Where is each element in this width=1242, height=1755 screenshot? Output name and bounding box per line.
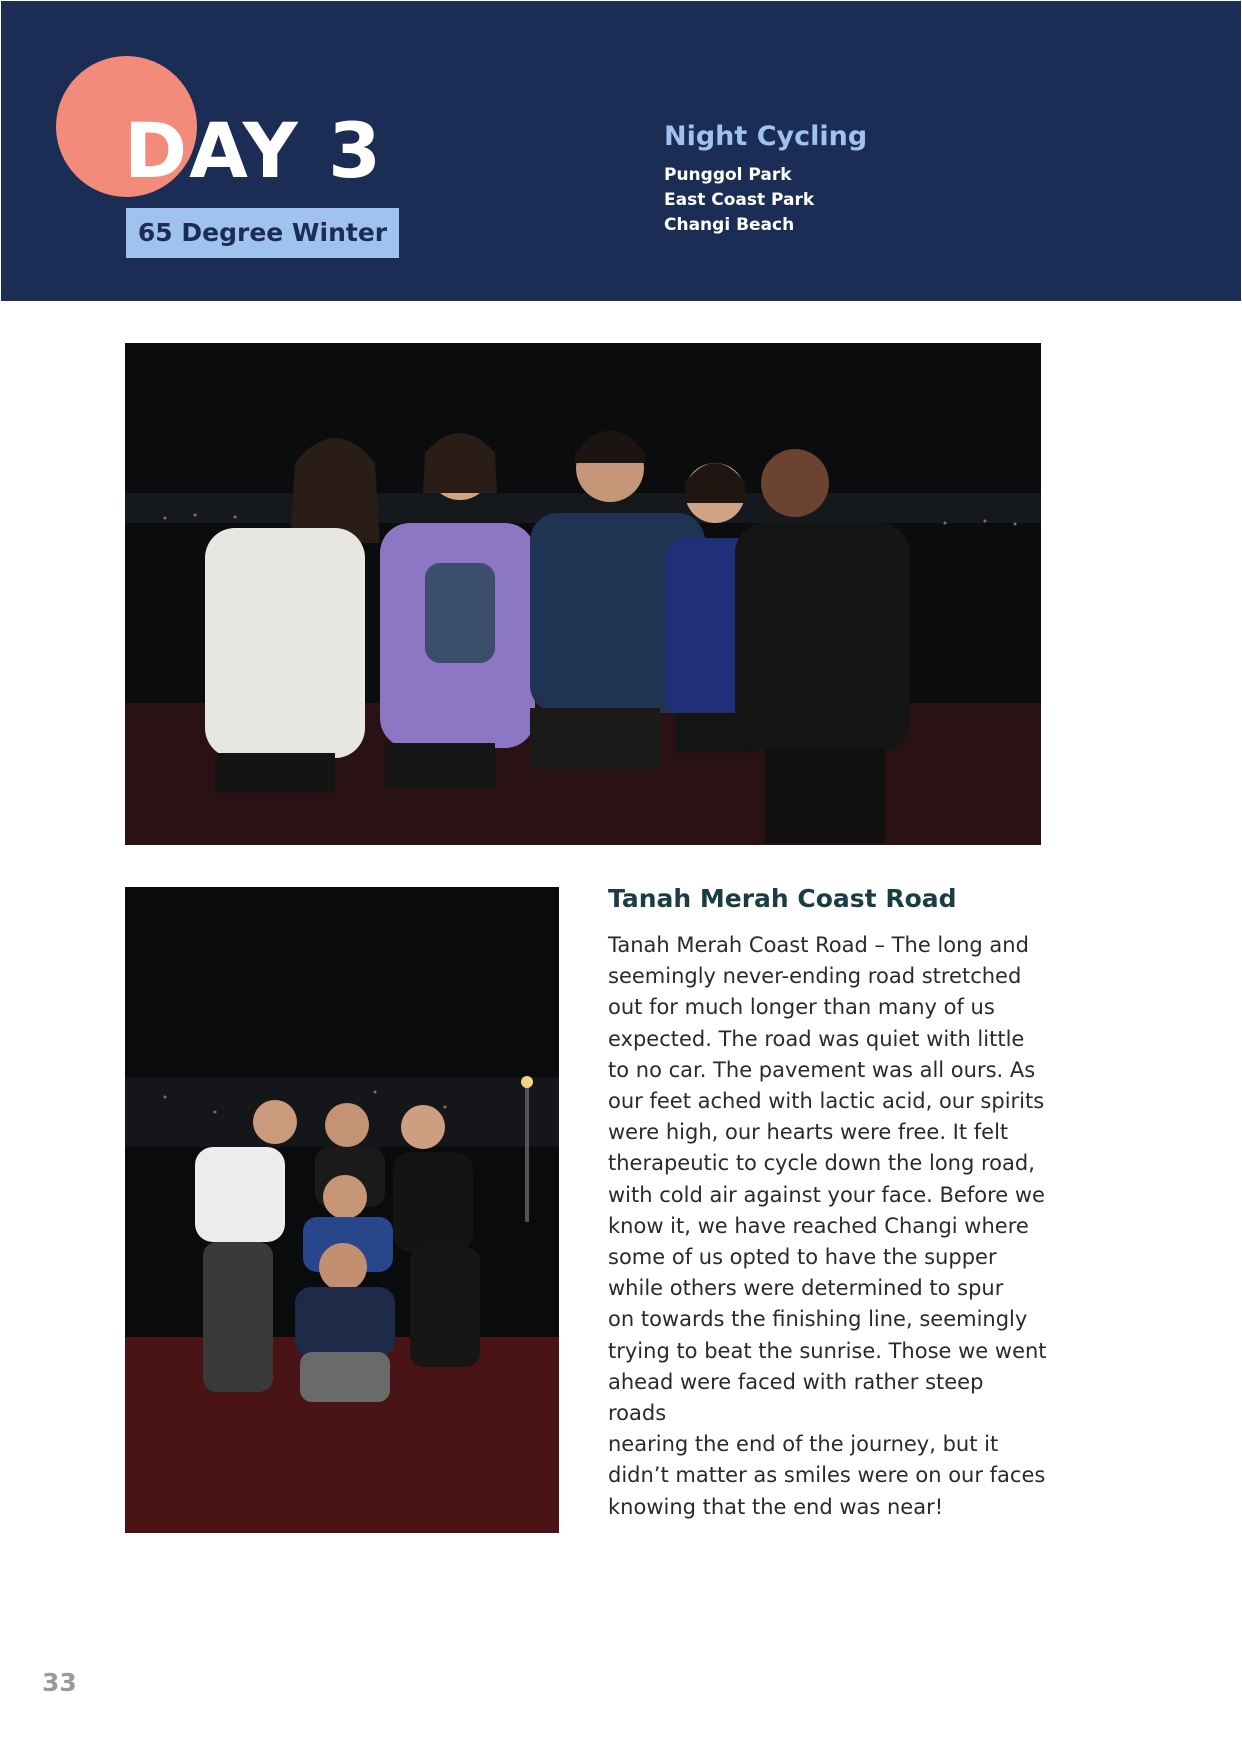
activity-title: Night Cycling [664, 121, 868, 152]
story-line: some of us opted to have the supper [608, 1245, 997, 1270]
story-line: nearing the end of the journey, but it [608, 1432, 999, 1457]
story-line: out for much longer than many of us [608, 995, 995, 1020]
header-banner [1, 1, 1241, 301]
story-line: trying to beat the sunrise. Those we went [608, 1338, 1047, 1363]
location-item: East Coast Park [664, 190, 815, 210]
location-item: Punggol Park [664, 165, 792, 185]
story-line: on towards the finishing line, seemingly [608, 1307, 1028, 1332]
story-line: to no car. The pavement was all ours. As [608, 1057, 1036, 1082]
story-line: expected. The road was quiet with little [608, 1026, 1025, 1051]
location-list [664, 163, 814, 238]
story-line: know it, we have reached Changi where [608, 1213, 1029, 1238]
group-photo-posing [125, 887, 559, 1533]
story-line: seemingly never-ending road stretched [608, 964, 1022, 989]
story-line: Tanah Merah Coast Road – The long and [608, 933, 1029, 957]
story-line: with cold air against your face. Before we [608, 1182, 1045, 1207]
story-title: Tanah Merah Coast Road [608, 884, 957, 913]
story-line: didn’t matter as smiles were on our faces [608, 1463, 1046, 1488]
story-body [608, 930, 1048, 1523]
story-line: therapeutic to cycle down the long road, [608, 1151, 1035, 1176]
theme-tag: 65 Degree Winter [126, 208, 399, 258]
group-photo-night [125, 343, 1041, 845]
location-item: Changi Beach [664, 215, 795, 235]
story-line: ahead were faced with rather steep roads [608, 1369, 984, 1426]
page-number: 33 [42, 1668, 77, 1697]
story-line: were high, our hearts were free. It felt [608, 1120, 1009, 1145]
story-line: knowing that the end was near! [608, 1494, 944, 1519]
day-title: DAY 3 [124, 106, 384, 195]
story-line: while others were determined to spur [608, 1276, 1004, 1301]
story-line: our feet ached with lactic acid, our spirits [608, 1089, 1045, 1114]
